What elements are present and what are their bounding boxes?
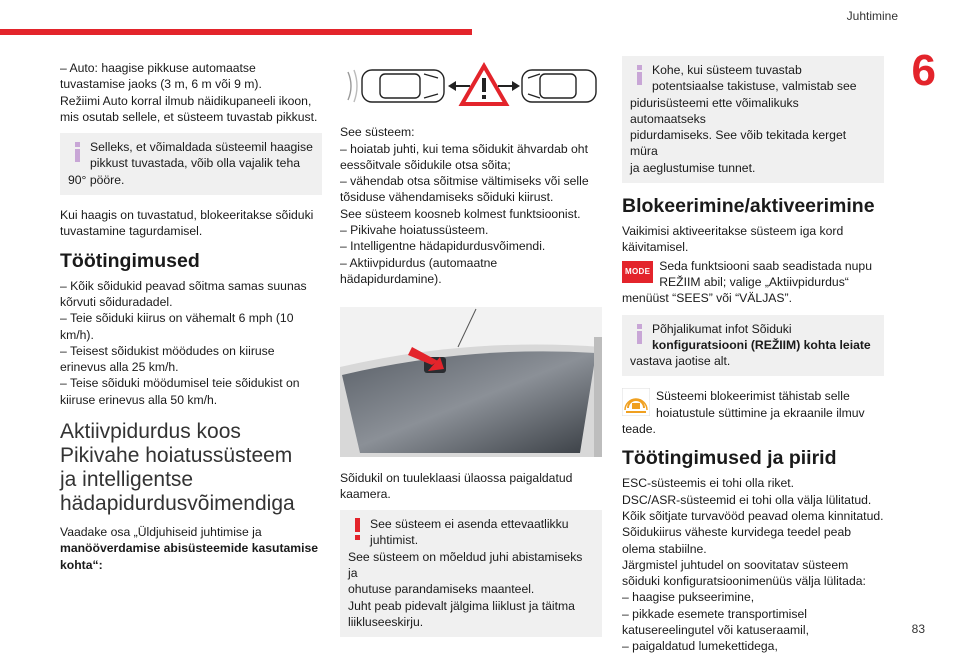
column-left <box>60 60 322 581</box>
windshield-camera-photo <box>340 307 602 457</box>
auto-mode-paragraph: – Auto: haagise pikkuse automaatse tuvastamise jaoks (3 m, 6 m või 9 m). Režiimi Auto korral ilmub näidikupaneeli ikoon, mis osutab sellele, et süsteem tuvastab pikkust. <box>60 61 318 124</box>
warning-box: See süsteem ei asenda ettevaatlikku juhtimist. See süsteem on mõeldud juhi abistamiseks ja ohutuse parandamiseks maanteel. Juht peab pidevalt jälgima liiklust ja täitma liikluseeskirju. <box>340 510 602 637</box>
heading-conditions: Töötingimused <box>60 249 200 272</box>
info-box-config: Põhjalikumat infot Sõiduki konfiguratsiooni (REŽIIM) kohta leiate vastava jaotise alt. <box>622 315 884 377</box>
alert-warning-lamp-icon <box>622 388 650 416</box>
arrow-left-icon <box>448 81 470 91</box>
front-car-icon <box>522 70 596 102</box>
section-title: Juhtimine <box>846 9 898 23</box>
page-number: 83 <box>911 622 925 636</box>
header-accent-bar <box>0 29 472 35</box>
conditions-list: – Kõik sõidukid peavad sõitma samas suunas kõrvuti sõiduradadel. – Teie sõiduki kiirus on vähemalt 6 mph (10 km/h). – Teisest sõidukist möödudes on kiiruse erinevus alla 25 km/h. – Teise sõiduki möödumisel teie sõidukist on kiiruse erinevus alla 50 km/h. <box>60 278 307 407</box>
system-description: See süsteem: – hoiatab juhti, kui tema sõidukit ähvardab oht eessõitvale sõidukile otsa sõita; – vähendab otsa sõitmise vältimiseks või selle tõsiduse vähendamiseks sõiduki kiirust. See süsteem koosneb kolmest funktsioonist. – Pikivahe hoiatussüsteem. – Intelligentne hädapidurdusvõimendi. – Aktiivpidurdus (automaatne hädapidurdamine). <box>340 125 589 286</box>
mode-paragraph: MODE Seda funktsiooni saab seadistada nupu REŽIIM abil; valige „Aktiivpidurdus“ menüüst “SEES” või “VÄLJAS”. <box>622 258 872 306</box>
chapter-number: 6 <box>911 46 936 95</box>
rear-car-icon <box>348 70 444 102</box>
info-icon <box>632 63 648 87</box>
info-icon <box>632 322 648 346</box>
default-activation: Vaikimisi aktiveeritakse süsteem iga kord käivitamisel. <box>622 224 844 255</box>
limits-list: ESC-süsteemis ei tohi olla riket. DSC/ASR-süsteemid ei tohi olla välja lülitatud. Kõik sõitjate turvavööd peavad olema kinnitatud. Sõidukiirus väheste kurvidega teedel peab olema stabiilne. Järgmistel juhtudel on soovitatav süsteem sõiduki konfiguratsioonimenüüs välja lülitada: – haagise pukseerimine, – pikkade esemete transportimisel katusereelingutel või katuseraamil, – paigaldatud lumekettidega, <box>622 476 884 654</box>
collision-warning-illustration <box>340 60 602 112</box>
heading-block-activate: Blokeerimine/aktiveerimine <box>622 195 875 218</box>
heading-active-braking: Aktiivpidurdus koos Pikivahe hoiatussüsteem ja intelligentse hädapidurdusvõimendiga <box>60 420 295 516</box>
column-right <box>622 56 884 663</box>
alert-paragraph: Süsteemi blokeerimist tähistab selle hoiatustule süttimine ja ekraanile ilmuv teade. <box>622 389 865 437</box>
reference-paragraph: Vaadake osa „Üldjuhiseid juhtimise ja manööverdamise abisüsteemide kasutamise kohta“: <box>60 525 319 572</box>
info-box-braking-prep: Kohe, kui süsteem tuvastab potentsiaalse takistuse, valmistab see pidurisüsteemi ette võimalikuks automaatseks pidurdamiseks. See võib tekitada kerget müra ja aeglustumise tunnet. <box>622 56 884 183</box>
camera-paragraph: Sõidukil on tuuleklaasi ülaossa paigaldatud kaamera. <box>340 470 573 501</box>
column-middle <box>340 60 602 649</box>
info-box-turn: Selleks, et võimaldada süsteemil haagise pikkust tuvastada, võib olla vajalik teha 90° pööre. <box>60 133 322 195</box>
trailer-detected-paragraph: Kui haagis on tuvastatud, blokeeritakse sõiduki tuvastamine tagurdamisel. <box>60 208 314 239</box>
mode-button-icon: MODE <box>622 261 653 283</box>
warning-exclamation-icon <box>350 518 366 542</box>
heading-limits: Töötingimused ja piirid <box>622 447 837 470</box>
info-icon <box>70 140 86 164</box>
arrow-right-icon <box>498 81 520 91</box>
